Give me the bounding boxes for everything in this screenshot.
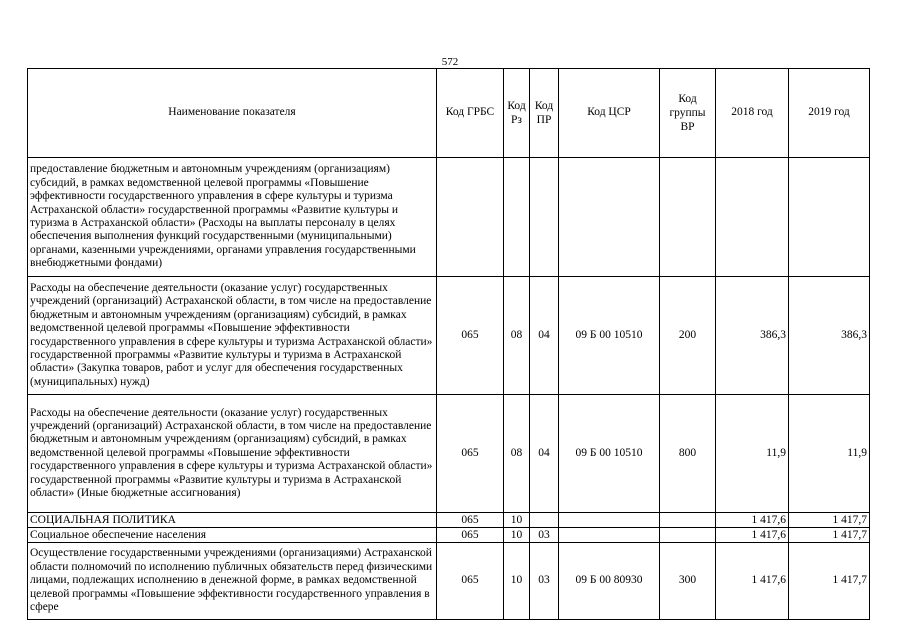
row-rz: 10	[504, 513, 530, 528]
row-2018: 386,3	[716, 277, 789, 395]
row-2019: 1 417,7	[789, 513, 870, 528]
budget-table	[27, 68, 870, 620]
row-2019: 1 417,7	[789, 543, 870, 620]
row-2019: 11,9	[789, 395, 870, 513]
row-grbs: 065	[437, 528, 504, 543]
row-vr: 300	[660, 543, 716, 620]
row-rz: 08	[504, 277, 530, 395]
row-csr	[559, 528, 660, 543]
header-pr: Код ПР	[530, 69, 559, 158]
page-number: 572	[441, 56, 459, 68]
header-csr: Код ЦСР	[559, 69, 660, 158]
table-row	[28, 158, 870, 277]
row-2019	[789, 158, 870, 277]
row-name: Расходы на обеспечение деятельности (оказание услуг) государственных учреждений (организаций) Астраханской области, в том числе на предоставление бюджетным и автономным учреждениям (организациям) субсидий, в рамках ведомственной целевой программы «Повышение эффективности государственного управления в сфере культуры и туризма Астраханской области» государственной программы «Развитие культуры и туризма в Астраханской области» (Иные бюджетные ассигнования)	[28, 395, 437, 513]
table-row	[28, 277, 870, 395]
header-grbs: Код ГРБС	[437, 69, 504, 158]
row-grbs: 065	[437, 395, 504, 513]
header-rz: Код Рз	[504, 69, 530, 158]
row-pr: 04	[530, 395, 559, 513]
row-pr	[530, 158, 559, 277]
row-rz: 08	[504, 395, 530, 513]
table-row	[28, 543, 870, 620]
row-csr: 09 Б 00 80930	[559, 543, 660, 620]
row-2018: 1 417,6	[716, 528, 789, 543]
row-name: Расходы на обеспечение деятельности (оказание услуг) государственных учреждений (организаций) Астраханской области, в том числе на предоставление бюджетным и автономным учреждениям (организациям) субсидий, в рамках ведомственной целевой программы «Повышение эффективности государственного управления в сфере культуры и туризма Астраханской области» государственной программы «Развитие культуры и туризма в Астраханской области» (Закупка товаров, работ и услуг для обеспечения государственных (муниципальных) нужд)	[28, 277, 437, 395]
header-name: Наименование показателя	[28, 69, 437, 158]
row-2018	[716, 158, 789, 277]
row-pr: 03	[530, 543, 559, 620]
row-2019: 386,3	[789, 277, 870, 395]
row-pr: 03	[530, 528, 559, 543]
table-row	[28, 513, 870, 528]
row-csr	[559, 513, 660, 528]
header-row	[28, 69, 870, 158]
row-rz: 10	[504, 543, 530, 620]
header-vr: Код группы ВР	[660, 69, 716, 158]
row-rz	[504, 158, 530, 277]
row-vr: 800	[660, 395, 716, 513]
header-2019: 2019 год	[789, 69, 870, 158]
row-vr	[660, 528, 716, 543]
row-vr	[660, 158, 716, 277]
row-grbs: 065	[437, 277, 504, 395]
row-2018: 1 417,6	[716, 543, 789, 620]
row-rz: 10	[504, 528, 530, 543]
row-name: Осуществление государственными учреждениями (организациями) Астраханской области полномочий по исполнению публичных обязательств перед физическими лицами, подлежащих исполнению в денежной форме, в рамках ведомственной целевой программы «Повышение эффективности государственного управления в сфере	[28, 543, 437, 620]
row-grbs: 065	[437, 543, 504, 620]
row-pr	[530, 513, 559, 528]
page-bottom-clip	[0, 620, 905, 640]
table-row	[28, 528, 870, 543]
row-pr: 04	[530, 277, 559, 395]
row-name: СОЦИАЛЬНАЯ ПОЛИТИКА	[28, 513, 437, 528]
row-vr	[660, 513, 716, 528]
row-grbs	[437, 158, 504, 277]
row-csr	[559, 158, 660, 277]
row-2018: 1 417,6	[716, 513, 789, 528]
table-row	[28, 395, 870, 513]
row-grbs: 065	[437, 513, 504, 528]
row-csr: 09 Б 00 10510	[559, 277, 660, 395]
row-2019: 1 417,7	[789, 528, 870, 543]
row-csr: 09 Б 00 10510	[559, 395, 660, 513]
row-name: Социальное обеспечение населения	[28, 528, 437, 543]
row-2018: 11,9	[716, 395, 789, 513]
row-name: предоставление бюджетным и автономным учреждениям (организациям) субсидий, в рамках ведомственной целевой программы «Повышение эффективности государственного управления в сфере культуры и туризма Астраханской области» государственной программы «Развитие культуры и туризма в Астраханской области» (Расходы на выплаты персоналу в целях обеспечения выполнения функций государственными (муниципальными) органами, казенными учреждениями, органами управления государственными внебюджетными фондами)	[28, 158, 437, 277]
row-vr: 200	[660, 277, 716, 395]
header-2018: 2018 год	[716, 69, 789, 158]
